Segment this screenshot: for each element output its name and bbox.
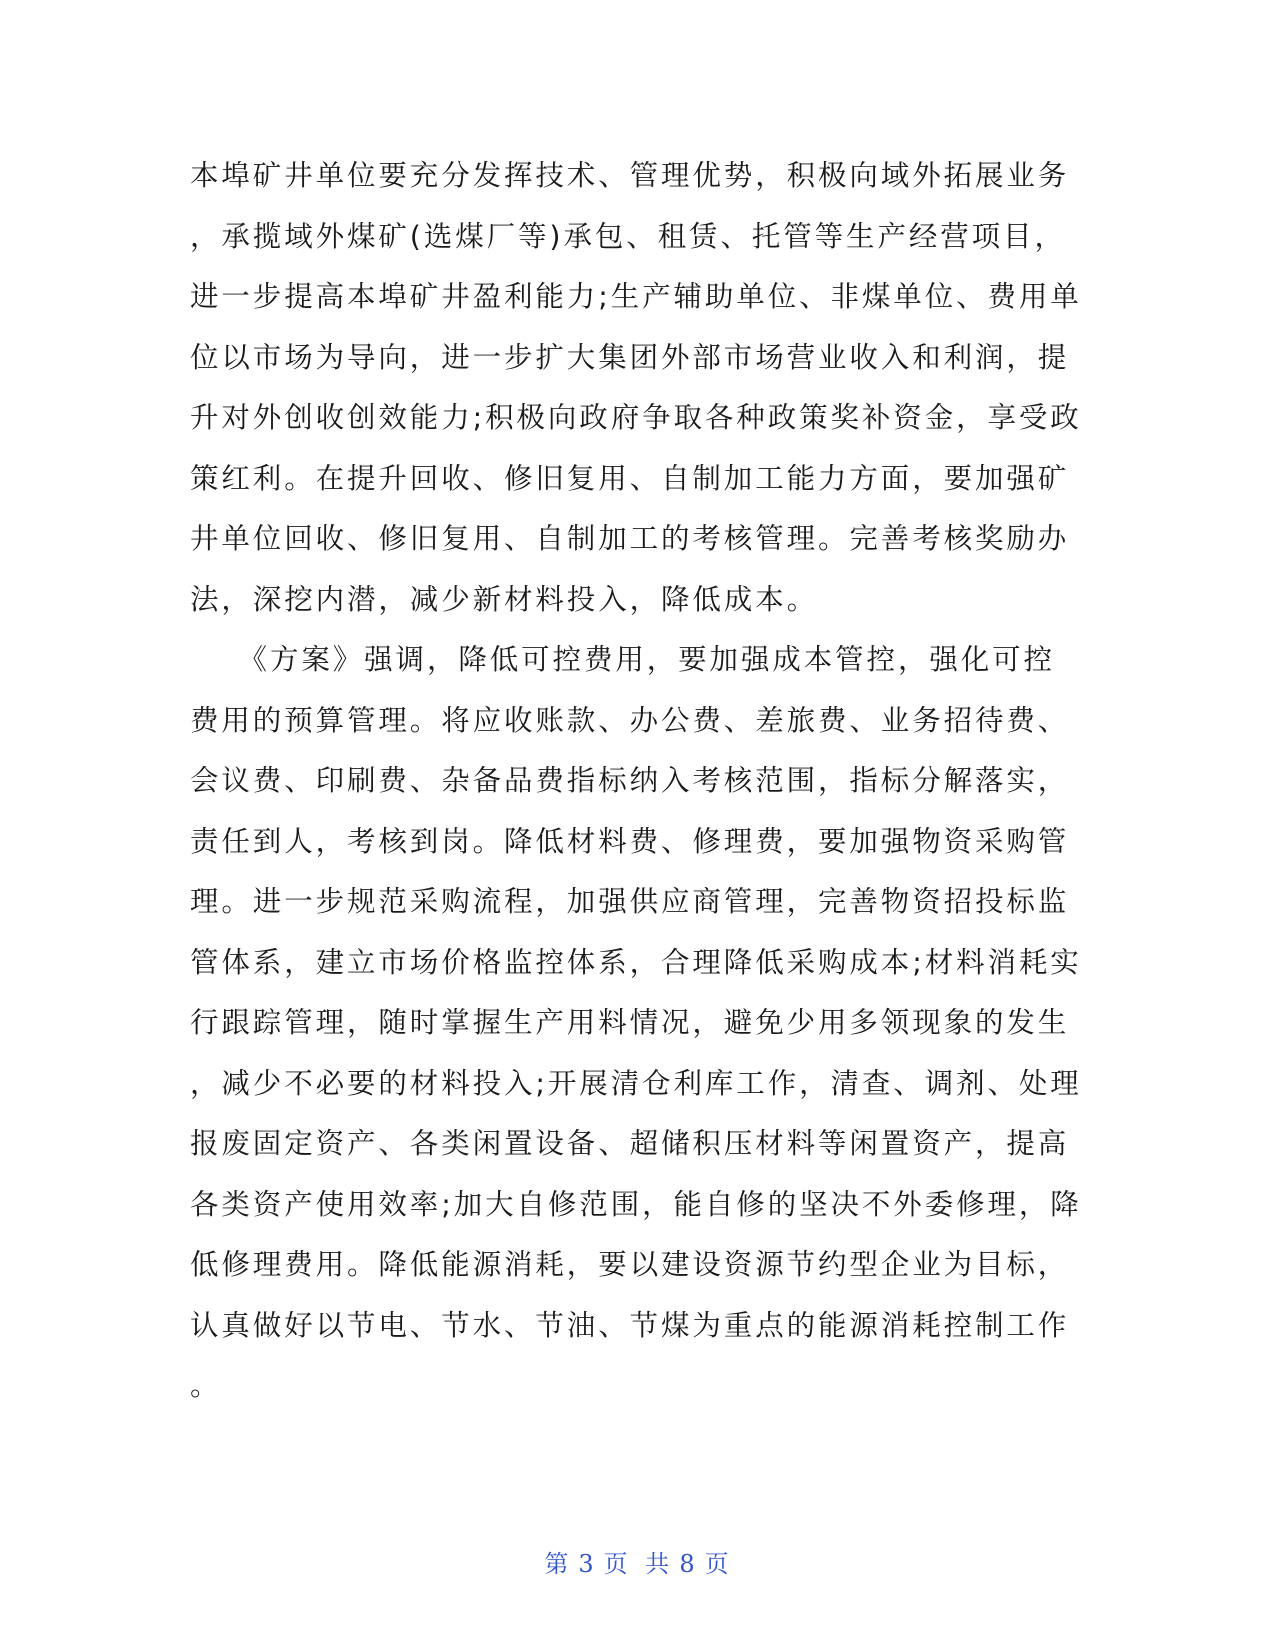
text-line: 会议费、印刷费、杂备品费指标纳入考核范围，指标分解落实， [190,764,1070,797]
text-line: 本埠矿井单位要充分发挥技术、管理优势，积极向域外拓展业务 [190,159,1070,192]
text-line: 理。进一步规范采购流程，加强供应商管理，完善物资招投标监 [190,885,1070,918]
page-label-mid: 页 共 [603,1550,672,1578]
text-line: 报废固定资产、各类闲置设备、超储积压材料等闲置资产，提高 [190,1127,1070,1160]
text-line: 《方案》强调，降低可控费用，要加强成本管控，强化可控 [190,643,1055,676]
text-line: 井单位回收、修旧复用、自制加工的考核管理。完善考核奖励办 [190,522,1070,555]
page-label-suffix: 页 [704,1550,731,1578]
text-line: 管体系，建立市场价格监控体系，合理降低采购成本;材料消耗实 [190,945,1082,979]
page-footer [0,1544,1275,1579]
text-line: 各类资产使用效率;加大自修范围，能自修的坚决不外委修理，降 [190,1187,1082,1221]
text-line: 。 [190,1369,222,1402]
text-line: 行跟踪管理，随时掌握生产用料情况，避免少用多领现象的发生 [190,1006,1070,1039]
text-line: 责任到人，考核到岗。降低材料费、修理费，要加强物资采购管 [190,824,1070,858]
text-line: 进一步提高本埠矿井盈利能力;生产辅助单位、非煤单位、费用单 [190,280,1082,313]
text-line: 费用的预算管理。将应收账款、办公费、差旅费、业务招待费、 [190,703,1070,737]
text-line: 升对外创收创效能力;积极向政府争取各种政策奖补资金，享受政 [190,401,1082,434]
text-line: ，减少不必要的材料投入;开展清仓利库工作，清查、调剂、处理 [190,1066,1082,1100]
text-line: 法，深挖内潜，减少新材料投入，降低成本。 [190,582,819,616]
total-pages-number: 8 [679,1550,697,1578]
text-line: ，承揽域外煤矿(选煤厂等)承包、租赁、托管等生产经营项目， [190,219,1066,253]
current-page-number: 3 [578,1550,596,1578]
text-line: 认真做好以节电、节水、节油、节煤为重点的能源消耗控制工作 [190,1308,1070,1342]
text-line: 位以市场为导向，进一步扩大集团外部市场营业收入和利润，提 [190,340,1070,374]
text-line: 策红利。在提升回收、修旧复用、自制加工能力方面，要加强矿 [190,461,1070,495]
text-line: 低修理费用。降低能源消耗，要以建设资源节约型企业为目标， [190,1248,1070,1281]
page-label-prefix: 第 [544,1550,571,1578]
document-body [190,146,1080,1417]
